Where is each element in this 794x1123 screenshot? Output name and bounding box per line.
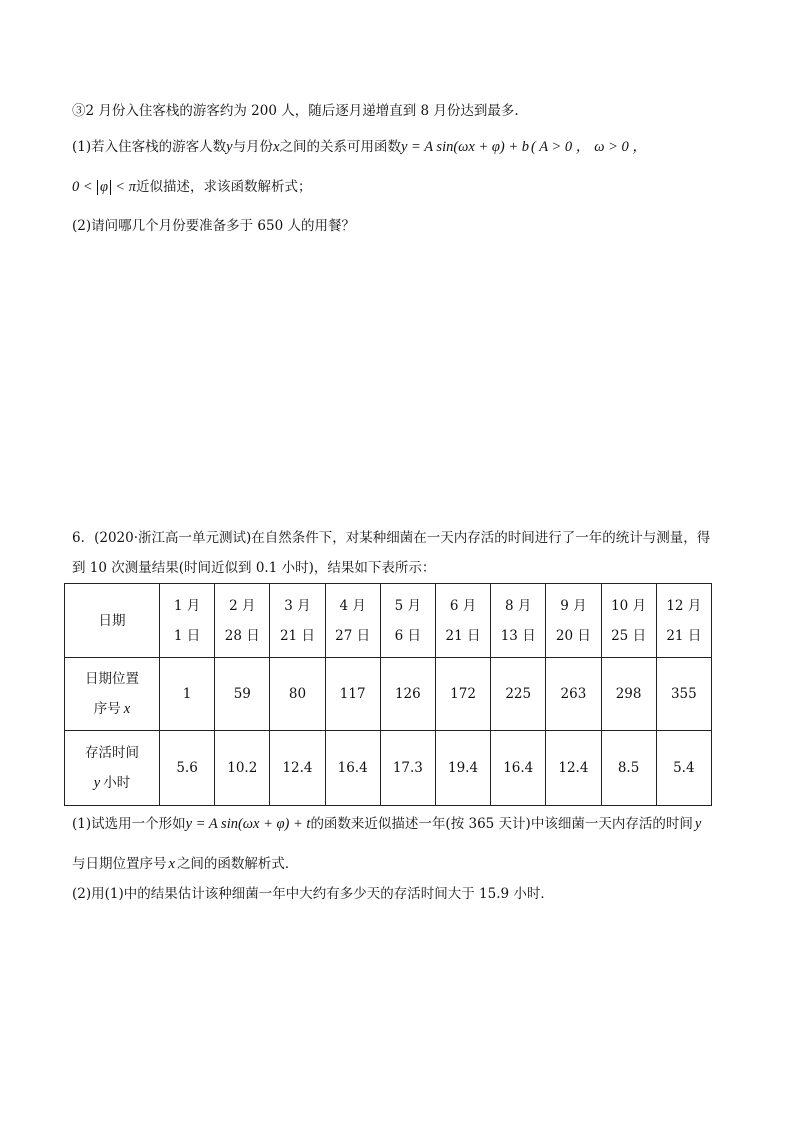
row-label-position: 日期位置 序号 x [65, 658, 160, 731]
table-row-dates [65, 584, 712, 658]
y-value-cell: 16.4 [325, 731, 380, 806]
date-cell: 3 月 21 日 [270, 584, 325, 658]
phi-absolute-value: φ [97, 180, 111, 195]
y-value-cell: 17.3 [380, 731, 435, 806]
y-value-cell: 16.4 [491, 731, 546, 806]
y-value-cell: 10.2 [215, 731, 270, 806]
y-value-cell: 5.6 [160, 731, 215, 806]
date-cell: 6 月 21 日 [435, 584, 490, 658]
x-value-cell: 298 [601, 658, 656, 731]
date-cell: 5 月 6 日 [380, 584, 435, 658]
question-5-part-2: (2)请问哪几个月份要准备多于 650 人的用餐？ [72, 218, 355, 234]
q6-1-mid: 的函数来近似描述一年(按 365 天计)中该细菌一天内存活的时间 [310, 816, 693, 832]
var-x: x [168, 856, 175, 872]
row-label-survival: 存活时间 y 小时 [65, 731, 160, 806]
condition-omega: ω > 0 ， [594, 139, 647, 155]
question-6-intro-line-1: 6．(2020·浙江高一单元测试)在自然条件下，对某种细菌在一天内存活的时间进行了一年的统计与测量，得 [72, 530, 711, 546]
x-value-cell: 59 [215, 658, 270, 731]
phi-range-post: < π [115, 179, 136, 195]
y-value-cell: 8.5 [601, 731, 656, 806]
formula-6: y = A sin(ωx + φ) + t [185, 816, 311, 832]
q1-tail: 近似描述，求该函数解析式； [135, 179, 312, 195]
x-value-cell: 225 [491, 658, 546, 731]
condition-a: ( A > 0 ， [531, 139, 591, 155]
row-label-date: 日期 [65, 584, 160, 658]
table-row-position [65, 658, 712, 731]
question-6-intro-line-2: 到 10 次测量结果(时间近似到 0.1 小时)，结果如下表所示： [72, 560, 436, 576]
q1-text-mid2: 之间的关系可用函数 [279, 139, 401, 155]
question-5-part-1-line-2 [72, 177, 311, 197]
q6-1-pre: (1)试选用一个形如 [72, 816, 186, 832]
x-value-cell: 126 [380, 658, 435, 731]
date-cell: 4 月 27 日 [325, 584, 380, 658]
question-6-part-1-line-1 [72, 814, 701, 834]
survival-data-table [64, 583, 712, 806]
var-y: y [226, 139, 233, 155]
date-cell: 10 月 25 日 [601, 584, 656, 658]
var-x: x [273, 139, 280, 155]
y-value-cell: 12.4 [270, 731, 325, 806]
y-value-cell: 19.4 [435, 731, 490, 806]
var-y: y [694, 816, 702, 832]
question-6-part-2: (2)用(1)中的结果估计该种细菌一年中大约有多少天的存活时间大于 15.9 小时． [72, 886, 554, 902]
date-cell: 1 月 1 日 [160, 584, 215, 658]
x-value-cell: 263 [546, 658, 601, 731]
date-cell: 8 月 13 日 [491, 584, 546, 658]
phi-range-pre: 0 < [72, 179, 93, 195]
q1-text-mid: 与月份 [232, 139, 274, 155]
date-cell: 12 月 21 日 [656, 584, 711, 658]
x-value-cell: 172 [435, 658, 490, 731]
formula: y = A sin(ωx + φ) + b [401, 139, 530, 155]
q6-1-line2-pre: 与日期位置序号 [72, 856, 167, 872]
y-value-cell: 12.4 [546, 731, 601, 806]
condition-3: ③2 月份入住客栈的游客约为 200 人，随后逐月递增直到 8 月份达到最多. [72, 103, 519, 119]
table-row-survival [65, 731, 712, 806]
x-value-cell: 117 [325, 658, 380, 731]
date-cell: 9 月 20 日 [546, 584, 601, 658]
x-value-cell: 1 [160, 658, 215, 731]
question-5-part-1-line-1 [72, 137, 647, 157]
x-value-cell: 355 [656, 658, 711, 731]
q6-1-line2-post: 之间的函数解析式． [176, 856, 299, 872]
date-cell: 2 月 28 日 [215, 584, 270, 658]
y-value-cell: 5.4 [656, 731, 711, 806]
q1-text-pre: (1)若入住客栈的游客人数 [72, 139, 227, 155]
question-6-part-1-line-2 [72, 854, 298, 874]
x-value-cell: 80 [270, 658, 325, 731]
